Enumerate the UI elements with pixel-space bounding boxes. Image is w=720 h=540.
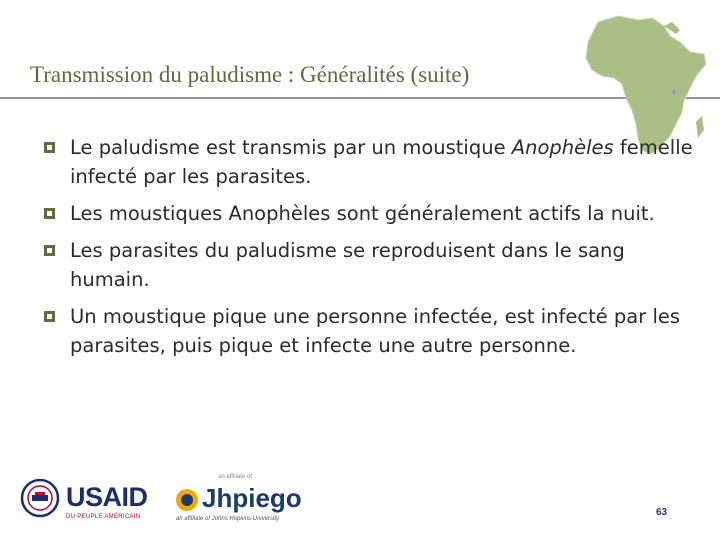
usaid-logo-text: USAID <box>66 482 148 512</box>
square-bullet-icon <box>44 142 55 153</box>
square-bullet-icon <box>44 245 55 256</box>
jhpiego-tagline: an affiliate of Johns Hopkins University <box>176 516 280 522</box>
jhpiego-logo-text: Jhpiego <box>202 483 302 513</box>
jhpiego-mark-icon <box>174 487 200 513</box>
bullet-item <box>44 302 694 360</box>
bullet-text: Les parasites du paludisme se reproduisent dans le sang humain. <box>70 239 625 291</box>
bullet-text: Le paludisme est transmis par un moustique Anophèles femelle infecté par les parasites. <box>70 136 693 188</box>
bullet-text: Un moustique pique une personne infectée, est infecté par les parasites, puis pique et infecte une autre personne. <box>70 305 681 357</box>
jhpiego-affiliate-text: an affiliate of <box>218 474 252 480</box>
bullet-item <box>44 236 694 294</box>
bullet-list <box>44 133 694 368</box>
usaid-seal-icon <box>20 478 60 518</box>
bullet-item <box>44 133 694 191</box>
usaid-tagline: DU PEUPLE AMÉRICAIN <box>66 514 141 520</box>
slide-title: Transmission du paludisme : Généralités (suite) <box>30 62 470 87</box>
bullet-text: Les moustiques Anophèles sont généralement actifs la nuit. <box>70 202 655 225</box>
page-number: 63 <box>656 507 668 518</box>
square-bullet-icon <box>44 208 55 219</box>
bullet-item <box>44 199 694 228</box>
square-bullet-icon <box>44 311 55 322</box>
